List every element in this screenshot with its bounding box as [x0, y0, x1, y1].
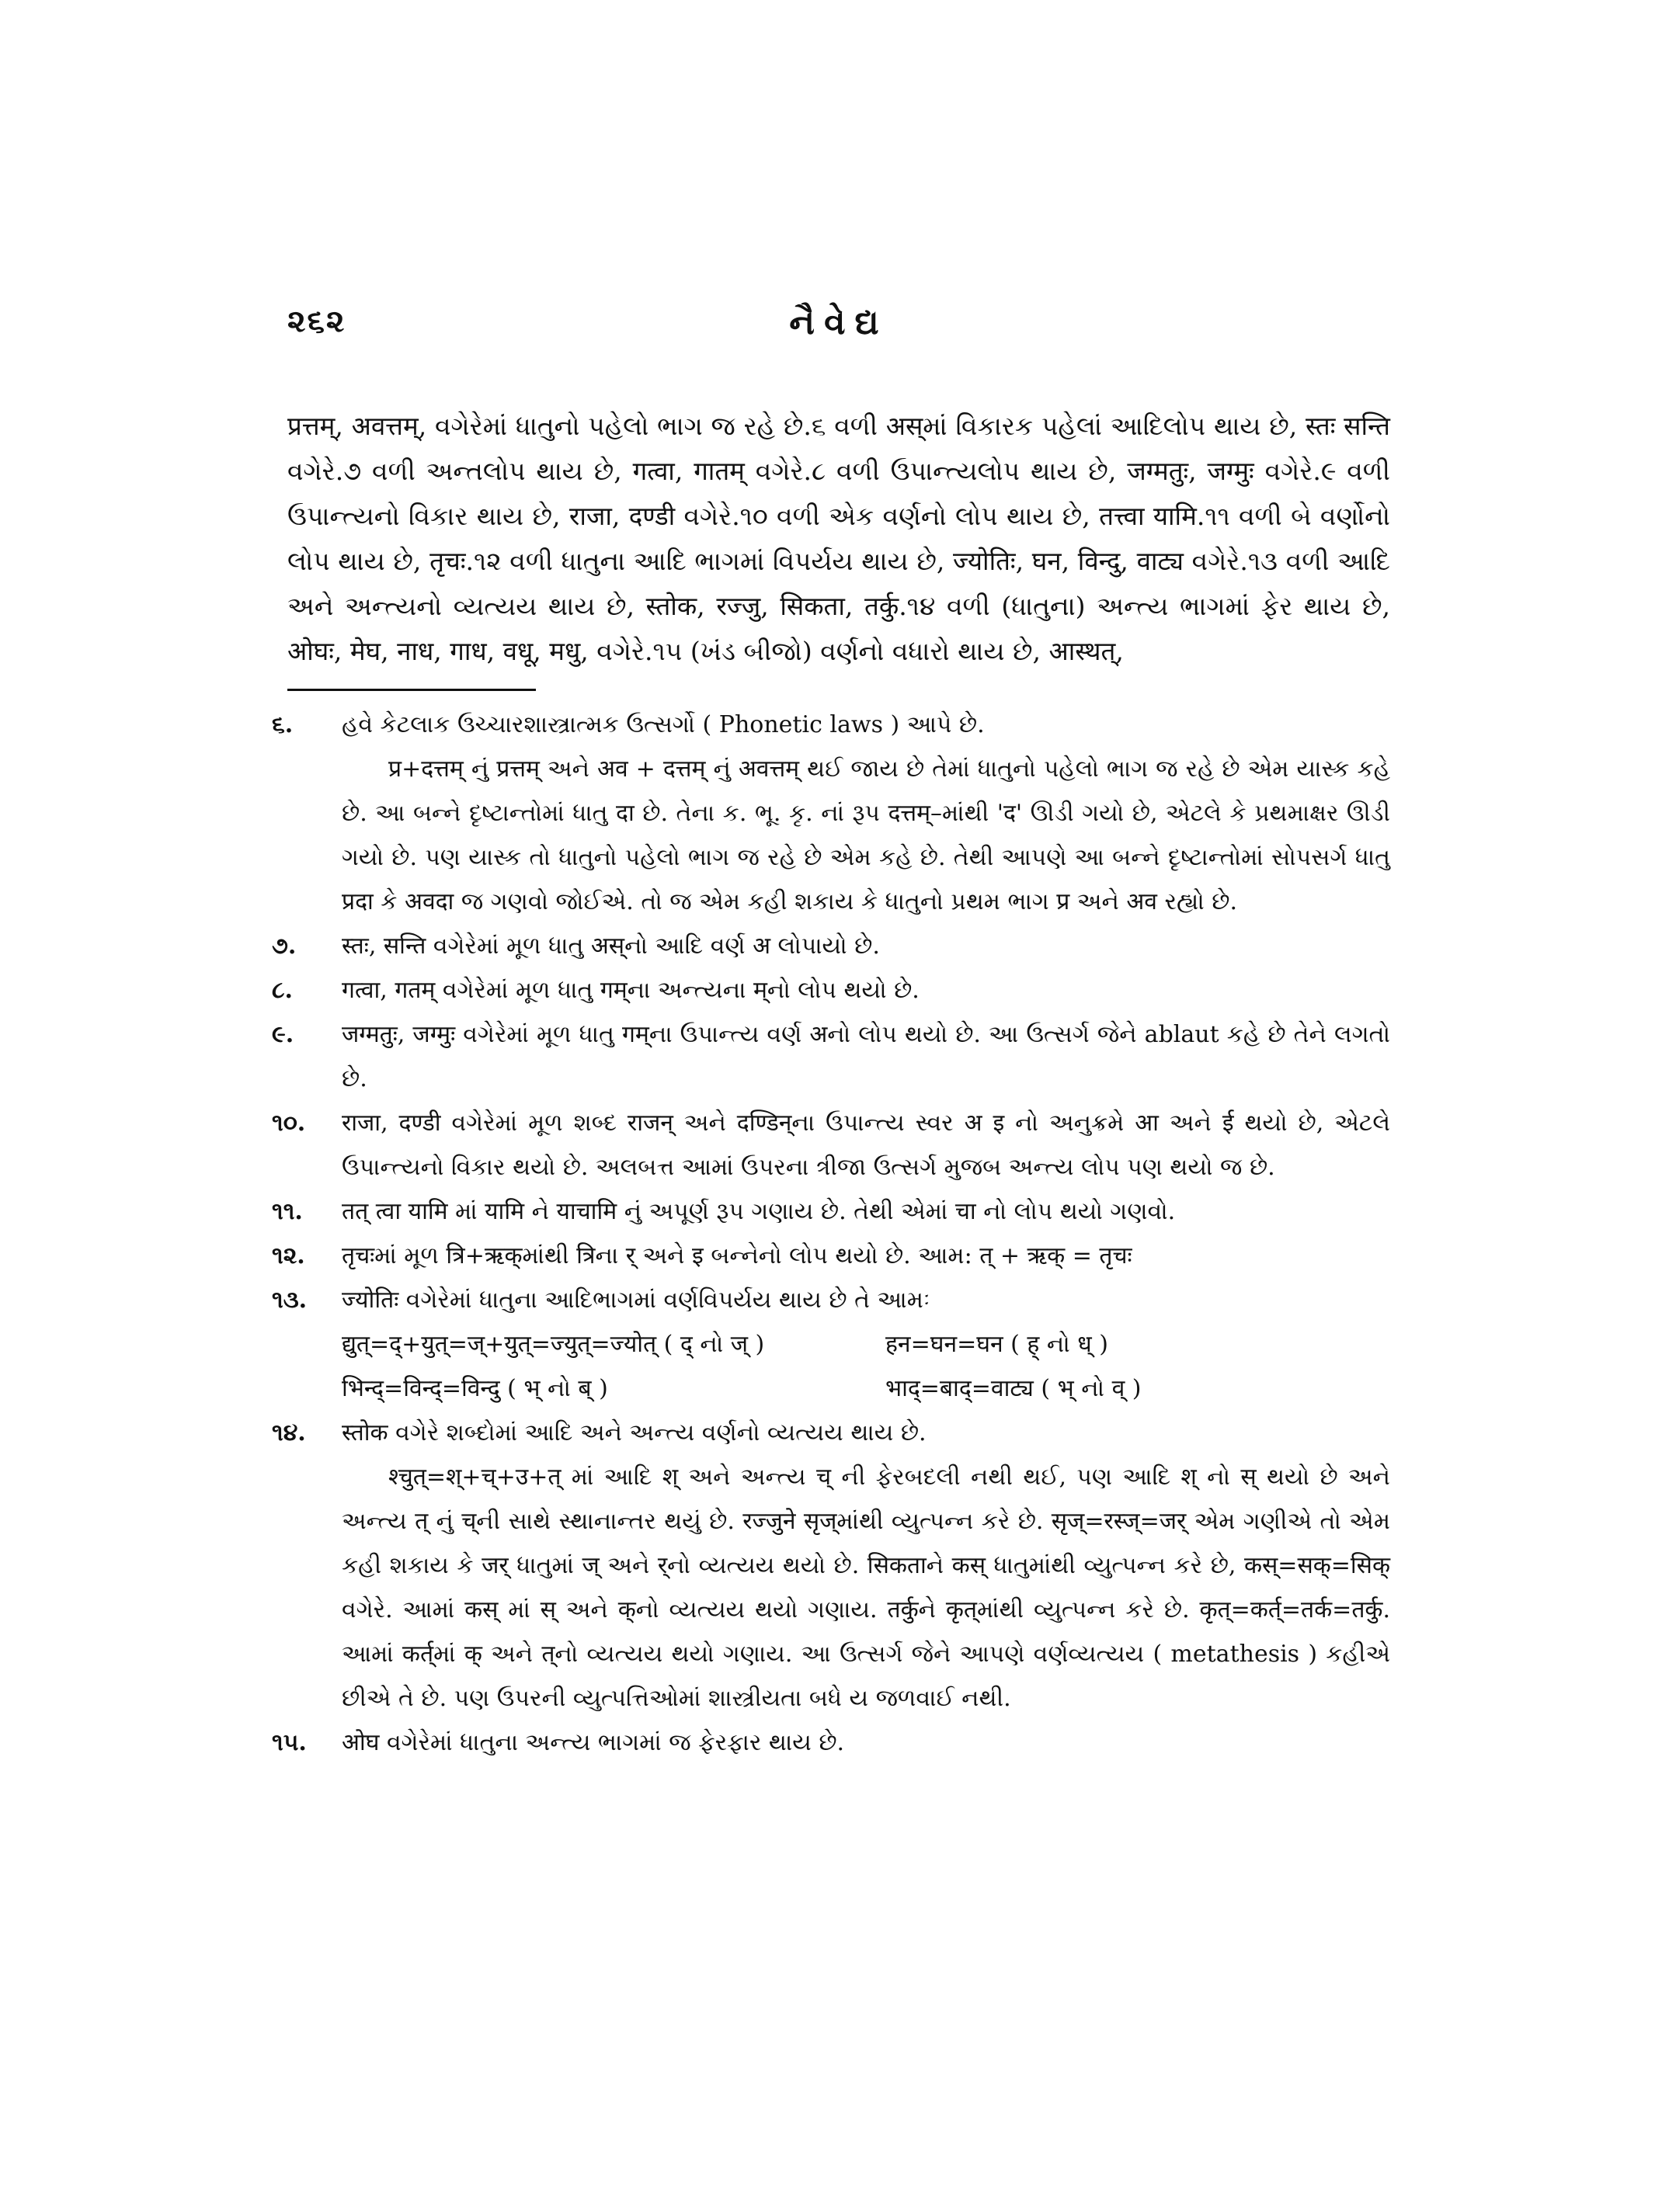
footnote-number: ૮.	[272, 977, 293, 1004]
footnote-text: ओघ વગેરેમાં ધાતુના અન્ત્ય ભાગમાં જ ફેરફાર થાય છે.	[342, 1729, 845, 1756]
footnote-text: गत्वा, गतम् વગેરેમાં મૂળ ધાતુ गम्ના અન્ત્યના म्નો લોપ થયો છે.	[342, 977, 920, 1004]
footnote-continuation: प्र+दत्तम् નું प्रत्तम् અને अव + दत्तम् નું अवत्तम् થઈ જાય છે તેમાં ધાતુનો પહેલો ભાગ જ રહે છે એમ યાસ્ક કહે છે. આ બન્ને દૃષ્ટાન્તોમાં ધાતુ दा છે. તેના ક. ભૂ. કૃ. નાં રૂપ दत्तम्–માંથી 'द' ઊડી ગયો છે, એટલે કે પ્રથમાક્ષર ઊડી ગયો છે. પણ યાસ્ક તો ધાતુનો પહેલો ભાગ જ રહે છે એમ કહે છે. તેથી આપણે આ બન્ને દૃષ્ટાન્તોમાં સોપસર્ગ ધાતુ प्रदा કે अवदा જ ગણવો જોઈએ. તો જ એમ કહી શકાય કે ધાતુનો પ્રથમ ભાગ प्र અને अव રહ્યો છે.	[342, 755, 1390, 915]
derivation-item: हन=घन=घन ( ह् નો ध् )	[885, 1331, 1108, 1358]
footnote-divider	[287, 689, 536, 691]
footnotes	[272, 703, 1390, 1765]
page-header	[287, 303, 1390, 357]
footnote-12	[272, 1234, 1390, 1278]
footnote-number: ૯.	[272, 1021, 294, 1048]
footnote-number: ૬.	[272, 711, 294, 738]
footnote-text: राजा, दण्डी વગેરેમાં મૂળ શબ્દ राजन् અને दण्डिन्ના ઉપાન્ત્ય સ્વર अ इ નો અનુક્રમે आ અને ई થયો છે, એટલે ઉપાન્ત્યનો વિકાર થયો છે. અલબત્ત આમાં ઉપરના ત્રીજા ઉત્સર્ગ મુજબ અન્ત્ય લોપ પણ થયો જ છે.	[342, 1109, 1390, 1181]
footnote-number: ૧૧.	[272, 1198, 303, 1225]
footnote-13	[272, 1278, 1390, 1411]
footnote-number: ૭.	[272, 932, 297, 960]
footnote-number: ૧૩.	[272, 1287, 308, 1314]
page-number: ૨૬૨	[287, 303, 346, 339]
footnote-9	[272, 1012, 1390, 1101]
derivation-item: द्युत्=द्+युत्=ज्+युत्=ज्युत्=ज्योत् ( द् નો ज् )	[342, 1331, 765, 1358]
footnote-11	[272, 1189, 1390, 1234]
footnote-7	[272, 924, 1390, 968]
footnote-15	[272, 1721, 1390, 1765]
footnote-text: स्तोक વગેરે શબ્દોમાં આદિ અને અન્ત્ય વર્ણનો વ્યત્યય થાય છે.	[342, 1419, 927, 1446]
footnote-8	[272, 968, 1390, 1012]
running-title: નૈવેદ્ય	[789, 303, 888, 342]
footnote-text: स्तः, सन्ति વગેરેમાં મૂળ ધાતુ अस्નો આદિ વર્ણ अ લોપાયો છે.	[342, 932, 880, 960]
footnote-text: હવે કેટલાક ઉચ્ચારશાસ્ત્રાત્મક ઉત્સર્ગો ( Phonetic laws ) આપે છે.	[342, 711, 985, 738]
body-paragraph: प्रत्तम्, अवत्तम्, વગેરેમાં ધાતુનો પહેલો ભાગ જ રહે છે.૬ વળી अस्માં વિકારક પહેલાં આદિલોપ થાય છે, स्तः सन्ति વગેરે.૭ વળી અન્તલોપ થાય છે, गत्वा, गातम् વગેરે.૮ વળી ઉપાન્ત્યલોપ થાય છે, जग्मतुः, जग्मुः વગેરે.૯ વળી ઉપાન્ત્યનો વિકાર થાય છે, राजा, दण्डी વગેરે.૧૦ વળી એક વર્ણનો લોપ થાય છે, तत्त्वा यामि.૧૧ વળી બે વર્ણોનો લોપ થાય છે, तृचः.૧૨ વળી ધાતુના આદિ ભાગમાં વિપર્યય થાય છે, ज्योतिः, घन, विन्दु, वाट्य વગેરે.૧૩ વળી આદિ અને અન્ત્યનો વ્યત્યય થાય છે, स्तोक, रज्जु, सिकता, तर्कु.૧૪ વળી (ધાતુના) અન્ત્ય ભાગમાં ફેર થાય છે, ओघः, मेघ, नाध, गाध, वधू, मधु, વગેરે.૧૫ (ખંડ બીજો) વર્ણનો વધારો થાય છે, आस्थत्,	[287, 411, 1390, 666]
footnote-number: ૧૫.	[272, 1729, 307, 1756]
footnote-text: जग्मतुः, जग्मुः વગેરેમાં મૂળ ધાતુ गम्ના ઉપાન્ત્ય વર્ણ अનો લોપ થયો છે. આ ઉત્સર્ગ જેને ablaut કહે છે તેને લગતો છે.	[342, 1021, 1390, 1092]
derivation-table	[342, 1322, 1390, 1411]
derivation-item: भिन्द्=विन्द्=विन्दु ( भ् નો ब् )	[342, 1375, 608, 1402]
footnote-text: तृचःમાં મૂળ त्रि+ऋक्માંથી त्रिના र् અને इ બન્નેનો લોપ થયો છે. આમ: त् + ऋक् = तृचः	[342, 1242, 1132, 1269]
footnote-text: तत् त्वा यामि માં यामि ને याचामि નું અપૂર્ણ રૂપ ગણાય છે. તેથી એમાં चा નો લોપ થયો ગણવો.	[342, 1198, 1176, 1225]
derivation-item: भाद्=बाद्=वाट्य ( भ् નો व् )	[885, 1375, 1142, 1402]
footnote-number: ૧૪.	[272, 1419, 306, 1446]
footnote-10	[272, 1101, 1390, 1189]
footnote-number: ૧૦.	[272, 1109, 306, 1137]
footnote-text: ज्योतिः વગેરેમાં ધાતુના આદિભાગમાં વર્ણવિપર્યય થાય છે તે આમઃ	[342, 1287, 930, 1314]
footnote-continuation: श्चुत्=श्+च्+उ+त् માં આદિ श् અને અન્ત્ય च् ની ફેરબદલી નથી થઈ, પણ આદિ श् નો स् થયો છે અને અન્ત્ય त् નું च्ની સાથે સ્થાનાન્તર થયું છે. रज्जुने सृज्માંથી વ્યુત્પન્ન કરે છે. सृज्=रस्ज्=जर् એમ ગણીએ તો એમ કહી શકાય કે जर् ધાતુમાં ज् અને र्નો વ્યત્યય થયો છે. सिकताને कस् ધાતુમાંથી વ્યુત્પન્ન કરે છે, कस्=सक्=सिक् વગેરે. આમાં कस् માં स् અને क्નો વ્યત્યય થયો ગણાય. तर्कुને कृत्માંથી વ્યુત્પન્ન કરે છે. कृत्=कर्त्=तर्क=तर्कु. આમાં कर्त्માં क् અને त्નો વ્યત્યય થયો ગણાય. આ ઉત્સર્ગ જેને આપણે વર્ણવ્યત્યય ( metathesis ) કહીએ છીએ તે છે. પણ ઉપરની વ્યુત્પત્તિઓમાં શાસ્ત્રીયતા બધે ય જળવાઈ નથી.	[342, 1464, 1390, 1712]
footnote-14	[272, 1411, 1390, 1721]
footnote-6	[272, 703, 1390, 924]
footnote-number: ૧૨.	[272, 1242, 305, 1269]
